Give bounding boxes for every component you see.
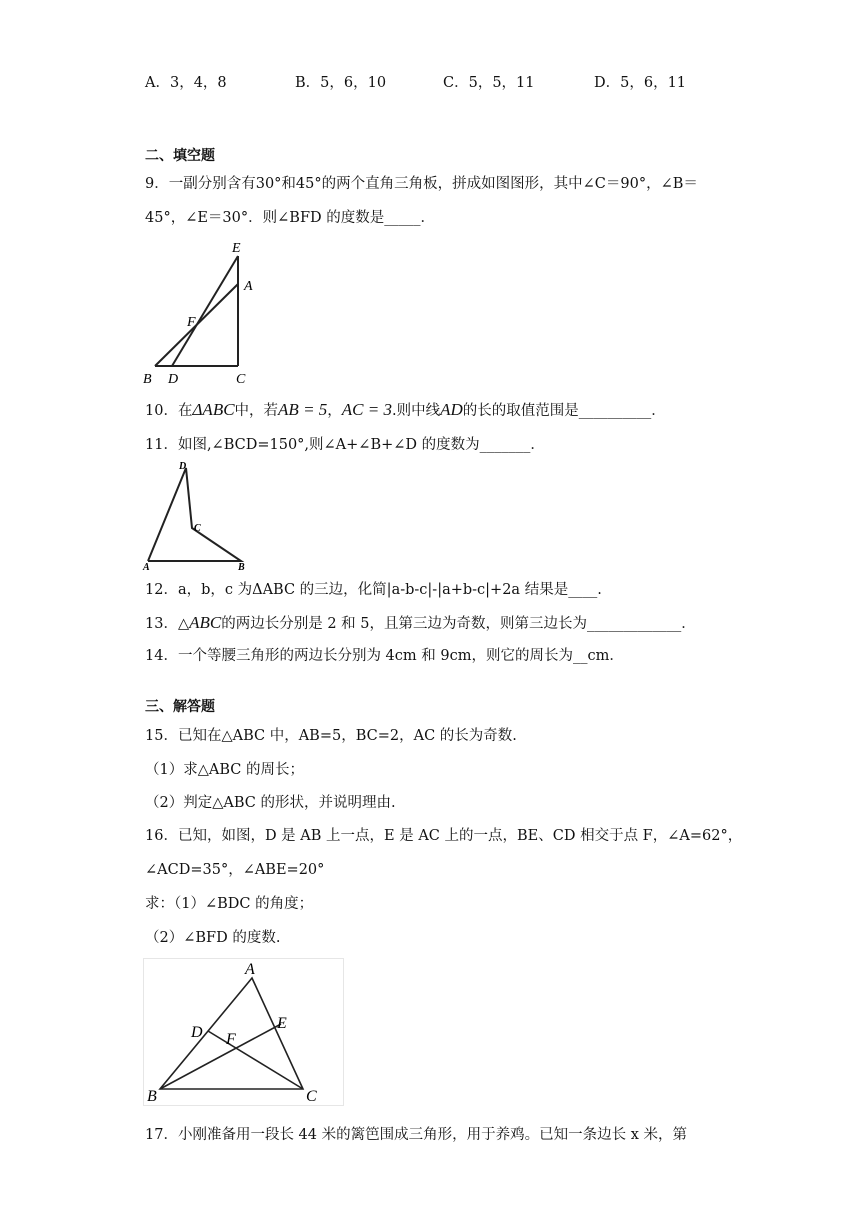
q11-polyline [148,468,241,561]
q17-line: 17．小刚准备用一段长 44 米的篱笆围成三角形，用于养鸡。已知一条边长 x 米，第 [145,1127,688,1143]
option-c: C．5，5，11 [443,75,535,91]
q9-side-de [172,256,238,366]
q16-line4: （2）∠BFD 的度数. [145,930,281,946]
q11-figure [140,458,255,573]
q9-label-c: C [236,372,246,387]
q13-math-abc: ABC [189,613,222,632]
q9-label-f: F [187,315,196,330]
q10-math-ac: AC = 3 [341,400,392,419]
q16-label-a: A [245,961,255,978]
q11-label-d: D [179,461,187,472]
q15-line2: （1）求△ABC 的周长； [145,762,304,778]
q11-label-c: C [194,523,201,534]
q9-figure [140,238,270,388]
q14-line: 14．一个等腰三角形的两边长分别为 4cm 和 9cm，则它的周长为__cm． [145,648,624,664]
option-a: A．3，4，8 [145,75,227,91]
q16-line3: 求：（1）∠BDC 的角度； [145,896,314,912]
q16-label-b: B [147,1088,157,1105]
q16-label-c: C [306,1088,317,1105]
q12-line: 12．a，b，c 为ΔABC 的三边，化简|a-b-c|-|a+b-c|+2a 结果是____. [145,582,602,598]
option-d: D．5，6，11 [594,75,687,91]
q9-line1: 9．一副分别含有30°和45°的两个直角三角板，拼成如图图形，其中∠C＝90°，∠B＝ [145,176,698,192]
q11-line: 11．如图,∠BCD=150°,则∠A+∠B+∠D 的度数为_______． [145,437,545,453]
q16-label-d: D [191,1024,203,1041]
q9-label-b: B [143,372,152,387]
q10-math-ab: AB = 5 [278,400,328,419]
q11-label-a: A [143,562,150,573]
q9-label-d: D [168,372,179,387]
q13-line: 13．△ABC的两边长分别是 2 和 5，且第三边为奇数，则第三边长为_____________． [145,613,696,632]
q15-line1: 15．已知在△ABC 中，AB=5，BC=2，AC 的长为奇数. [145,728,517,744]
q16-label-f: F [226,1031,236,1048]
q9-label-e: E [232,241,241,256]
section-fill-blank-heading: 二、填空题 [145,148,215,164]
section-answer-heading: 三、解答题 [145,699,215,715]
q10-math-ad: AD [440,400,463,419]
q16-line2: ∠ACD=35°，∠ABE=20° [145,862,325,878]
option-b: B．5，6，10 [295,75,387,91]
q16-figure-frame [144,959,344,1106]
q15-line3: （2）判定△ABC 的形状，并说明理由. [145,795,396,811]
q16-line1: 16．已知，如图，D 是 AB 上一点，E 是 AC 上的一点，BE、CD 相交于点 F，∠A=62°， [145,828,743,844]
q9-line2: 45°，∠E＝30°．则∠BFD 的度数是_____． [145,210,435,226]
q11-label-b: B [238,562,245,573]
q10-line: 10．在ΔABC中，若AB = 5，AC = 3.则中线AD的长的取值范围是__________． [145,400,666,419]
q16-line-cd [208,1031,303,1089]
q10-math-triangle: ΔABC [192,400,235,419]
q16-label-e: E [277,1015,287,1032]
q16-figure [143,958,345,1108]
q16-line-be [160,1024,281,1089]
q9-label-a: A [244,279,253,294]
